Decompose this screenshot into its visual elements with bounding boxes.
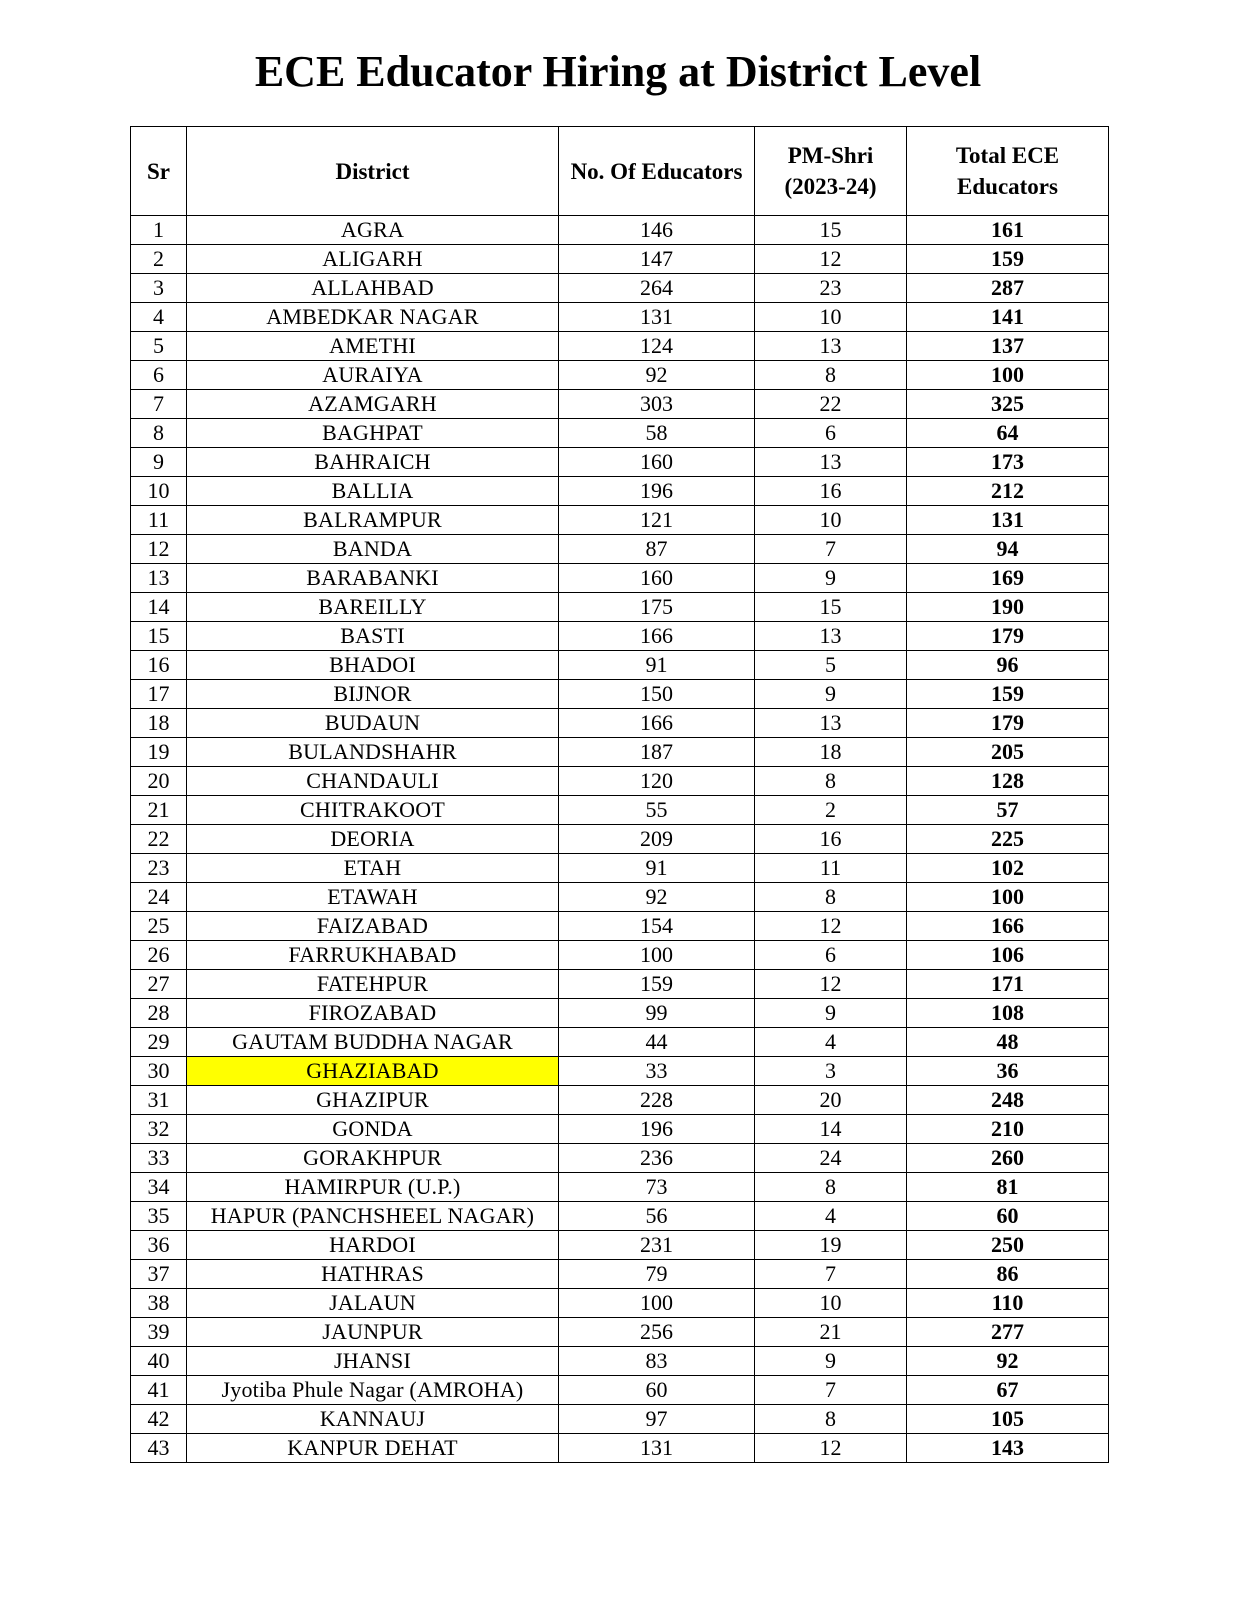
- pm-shri-cell: 15: [755, 593, 907, 622]
- total-cell: 212: [907, 477, 1109, 506]
- pm-shri-cell: 12: [755, 1434, 907, 1463]
- table-row: [131, 1231, 1109, 1260]
- sr-cell: 11: [131, 506, 187, 535]
- district-cell: Jyotiba Phule Nagar (AMROHA): [187, 1376, 559, 1405]
- district-cell: KANPUR DEHAT: [187, 1434, 559, 1463]
- total-cell: 171: [907, 970, 1109, 999]
- total-cell: 210: [907, 1115, 1109, 1144]
- total-cell: 166: [907, 912, 1109, 941]
- total-cell: 205: [907, 738, 1109, 767]
- total-cell: 250: [907, 1231, 1109, 1260]
- total-cell: 94: [907, 535, 1109, 564]
- pm-shri-cell: 10: [755, 303, 907, 332]
- district-cell: BIJNOR: [187, 680, 559, 709]
- sr-cell: 7: [131, 390, 187, 419]
- sr-cell: 22: [131, 825, 187, 854]
- total-cell: 325: [907, 390, 1109, 419]
- pm-shri-cell: 23: [755, 274, 907, 303]
- header-row: [131, 127, 1109, 216]
- table-row: [131, 941, 1109, 970]
- pm-shri-cell: 15: [755, 216, 907, 245]
- district-cell: BANDA: [187, 535, 559, 564]
- sr-cell: 25: [131, 912, 187, 941]
- table-row: [131, 970, 1109, 999]
- sr-cell: 33: [131, 1144, 187, 1173]
- sr-cell: 24: [131, 883, 187, 912]
- educators-cell: 56: [559, 1202, 755, 1231]
- educators-cell: 99: [559, 999, 755, 1028]
- sr-cell: 42: [131, 1405, 187, 1434]
- educators-cell: 131: [559, 1434, 755, 1463]
- educators-cell: 160: [559, 448, 755, 477]
- educators-cell: 131: [559, 303, 755, 332]
- pm-shri-cell: 8: [755, 1173, 907, 1202]
- header-sr: Sr: [131, 127, 187, 216]
- total-cell: 190: [907, 593, 1109, 622]
- sr-cell: 19: [131, 738, 187, 767]
- educators-cell: 83: [559, 1347, 755, 1376]
- sr-cell: 4: [131, 303, 187, 332]
- district-cell: AMETHI: [187, 332, 559, 361]
- pm-shri-cell: 9: [755, 1347, 907, 1376]
- table-row: [131, 1115, 1109, 1144]
- table-row: [131, 1376, 1109, 1405]
- pm-shri-cell: 2: [755, 796, 907, 825]
- pm-shri-cell: 16: [755, 825, 907, 854]
- pm-shri-cell: 13: [755, 709, 907, 738]
- table-row: [131, 912, 1109, 941]
- pm-shri-cell: 10: [755, 1289, 907, 1318]
- district-cell: JALAUN: [187, 1289, 559, 1318]
- educators-cell: 92: [559, 361, 755, 390]
- sr-cell: 36: [131, 1231, 187, 1260]
- sr-cell: 27: [131, 970, 187, 999]
- table-row: [131, 796, 1109, 825]
- district-cell: AMBEDKAR NAGAR: [187, 303, 559, 332]
- district-cell: HAPUR (PANCHSHEEL NAGAR): [187, 1202, 559, 1231]
- total-cell: 100: [907, 883, 1109, 912]
- district-cell: BULANDSHAHR: [187, 738, 559, 767]
- educators-cell: 166: [559, 709, 755, 738]
- educators-cell: 44: [559, 1028, 755, 1057]
- educators-cell: 92: [559, 883, 755, 912]
- pm-shri-cell: 8: [755, 1405, 907, 1434]
- table-row: [131, 448, 1109, 477]
- sr-cell: 6: [131, 361, 187, 390]
- district-cell: ALIGARH: [187, 245, 559, 274]
- table-row: [131, 1086, 1109, 1115]
- sr-cell: 2: [131, 245, 187, 274]
- header-district: District: [187, 127, 559, 216]
- sr-cell: 5: [131, 332, 187, 361]
- table-header: [131, 127, 1109, 216]
- table-row: [131, 825, 1109, 854]
- total-cell: 36: [907, 1057, 1109, 1086]
- total-cell: 287: [907, 274, 1109, 303]
- educators-cell: 175: [559, 593, 755, 622]
- table-row: [131, 1318, 1109, 1347]
- sr-cell: 30: [131, 1057, 187, 1086]
- district-cell: AZAMGARH: [187, 390, 559, 419]
- district-cell: BAHRAICH: [187, 448, 559, 477]
- total-cell: 159: [907, 245, 1109, 274]
- sr-cell: 35: [131, 1202, 187, 1231]
- sr-cell: 39: [131, 1318, 187, 1347]
- table-row: [131, 593, 1109, 622]
- total-cell: 169: [907, 564, 1109, 593]
- pm-shri-cell: 21: [755, 1318, 907, 1347]
- district-cell: GONDA: [187, 1115, 559, 1144]
- sr-cell: 34: [131, 1173, 187, 1202]
- header-educators: No. Of Educators: [559, 127, 755, 216]
- pm-shri-cell: 3: [755, 1057, 907, 1086]
- pm-shri-cell: 7: [755, 1376, 907, 1405]
- pm-shri-cell: 6: [755, 941, 907, 970]
- pm-shri-cell: 18: [755, 738, 907, 767]
- table-row: [131, 1289, 1109, 1318]
- district-cell: GHAZIPUR: [187, 1086, 559, 1115]
- sr-cell: 41: [131, 1376, 187, 1405]
- educators-cell: 196: [559, 477, 755, 506]
- district-cell: BALLIA: [187, 477, 559, 506]
- total-cell: 141: [907, 303, 1109, 332]
- educators-cell: 187: [559, 738, 755, 767]
- district-cell: ALLAHBAD: [187, 274, 559, 303]
- educators-cell: 79: [559, 1260, 755, 1289]
- total-cell: 277: [907, 1318, 1109, 1347]
- table-row: [131, 1202, 1109, 1231]
- educators-cell: 166: [559, 622, 755, 651]
- sr-cell: 3: [131, 274, 187, 303]
- table-body: [131, 216, 1109, 1463]
- table-row: [131, 1057, 1109, 1086]
- table-row: [131, 535, 1109, 564]
- header-pm-shri: [755, 127, 907, 216]
- sr-cell: 13: [131, 564, 187, 593]
- educators-cell: 91: [559, 651, 755, 680]
- table-row: [131, 332, 1109, 361]
- table-row: [131, 274, 1109, 303]
- district-cell: BARABANKI: [187, 564, 559, 593]
- pm-shri-cell: 4: [755, 1202, 907, 1231]
- educators-cell: 100: [559, 1289, 755, 1318]
- table-row: [131, 1347, 1109, 1376]
- educators-cell: 160: [559, 564, 755, 593]
- table-row: [131, 680, 1109, 709]
- total-cell: 173: [907, 448, 1109, 477]
- pm-shri-cell: 4: [755, 1028, 907, 1057]
- sr-cell: 21: [131, 796, 187, 825]
- table-row: [131, 216, 1109, 245]
- pm-shri-cell: 12: [755, 912, 907, 941]
- total-cell: 100: [907, 361, 1109, 390]
- header-total-line1: Total ECE: [955, 143, 1060, 168]
- total-cell: 60: [907, 1202, 1109, 1231]
- sr-cell: 31: [131, 1086, 187, 1115]
- pm-shri-cell: 11: [755, 854, 907, 883]
- educators-cell: 58: [559, 419, 755, 448]
- district-cell: BASTI: [187, 622, 559, 651]
- pm-shri-cell: 19: [755, 1231, 907, 1260]
- pm-shri-cell: 12: [755, 245, 907, 274]
- educators-cell: 150: [559, 680, 755, 709]
- total-cell: 137: [907, 332, 1109, 361]
- educators-cell: 121: [559, 506, 755, 535]
- district-cell: DEORIA: [187, 825, 559, 854]
- header-total-line2: Educators: [957, 174, 1058, 199]
- educators-cell: 256: [559, 1318, 755, 1347]
- total-cell: 105: [907, 1405, 1109, 1434]
- district-cell: KANNAUJ: [187, 1405, 559, 1434]
- educators-cell: 55: [559, 796, 755, 825]
- total-cell: 131: [907, 506, 1109, 535]
- sr-cell: 15: [131, 622, 187, 651]
- total-cell: 48: [907, 1028, 1109, 1057]
- sr-cell: 37: [131, 1260, 187, 1289]
- total-cell: 96: [907, 651, 1109, 680]
- district-cell: FIROZABAD: [187, 999, 559, 1028]
- sr-cell: 29: [131, 1028, 187, 1057]
- district-cell: GHAZIABAD: [187, 1057, 559, 1086]
- pm-shri-cell: 9: [755, 999, 907, 1028]
- district-cell: ETAWAH: [187, 883, 559, 912]
- district-cell: AGRA: [187, 216, 559, 245]
- pm-shri-cell: 10: [755, 506, 907, 535]
- page-title: ECE Educator Hiring at District Level: [254, 47, 982, 96]
- total-cell: 108: [907, 999, 1109, 1028]
- pm-shri-cell: 14: [755, 1115, 907, 1144]
- total-cell: 57: [907, 796, 1109, 825]
- table-row: [131, 1434, 1109, 1463]
- table-row: [131, 303, 1109, 332]
- district-cell: JAUNPUR: [187, 1318, 559, 1347]
- pm-shri-cell: 20: [755, 1086, 907, 1115]
- pm-shri-cell: 12: [755, 970, 907, 999]
- educators-cell: 120: [559, 767, 755, 796]
- table-row: [131, 767, 1109, 796]
- total-cell: 179: [907, 709, 1109, 738]
- table-row: [131, 651, 1109, 680]
- educators-cell: 159: [559, 970, 755, 999]
- pm-shri-cell: 6: [755, 419, 907, 448]
- district-cell: HAMIRPUR (U.P.): [187, 1173, 559, 1202]
- pm-shri-cell: 16: [755, 477, 907, 506]
- sr-cell: 9: [131, 448, 187, 477]
- sr-cell: 23: [131, 854, 187, 883]
- district-cell: CHITRAKOOT: [187, 796, 559, 825]
- educators-cell: 124: [559, 332, 755, 361]
- district-cell: JHANSI: [187, 1347, 559, 1376]
- district-cell: BAGHPAT: [187, 419, 559, 448]
- district-cell: HARDOI: [187, 1231, 559, 1260]
- district-cell: CHANDAULI: [187, 767, 559, 796]
- district-cell: FATEHPUR: [187, 970, 559, 999]
- table-row: [131, 1405, 1109, 1434]
- table-row: [131, 245, 1109, 274]
- educators-cell: 264: [559, 274, 755, 303]
- total-cell: 161: [907, 216, 1109, 245]
- total-cell: 128: [907, 767, 1109, 796]
- table-row: [131, 506, 1109, 535]
- pm-shri-cell: 22: [755, 390, 907, 419]
- total-cell: 64: [907, 419, 1109, 448]
- header-pm-shri-line1: PM-Shri: [787, 143, 874, 168]
- table-row: [131, 883, 1109, 912]
- sr-cell: 40: [131, 1347, 187, 1376]
- pm-shri-cell: 8: [755, 361, 907, 390]
- district-cell: AURAIYA: [187, 361, 559, 390]
- table-row: [131, 477, 1109, 506]
- table-row: [131, 738, 1109, 767]
- pm-shri-cell: 9: [755, 680, 907, 709]
- table-row: [131, 709, 1109, 738]
- sr-cell: 17: [131, 680, 187, 709]
- district-table: [130, 126, 1109, 1463]
- sr-cell: 26: [131, 941, 187, 970]
- table-row: [131, 564, 1109, 593]
- total-cell: 179: [907, 622, 1109, 651]
- table-row: [131, 1173, 1109, 1202]
- educators-cell: 154: [559, 912, 755, 941]
- sr-cell: 14: [131, 593, 187, 622]
- district-cell: ETAH: [187, 854, 559, 883]
- district-cell: FARRUKHABAD: [187, 941, 559, 970]
- district-cell: BAREILLY: [187, 593, 559, 622]
- educators-cell: 147: [559, 245, 755, 274]
- educators-cell: 97: [559, 1405, 755, 1434]
- pm-shri-cell: 7: [755, 1260, 907, 1289]
- sr-cell: 18: [131, 709, 187, 738]
- pm-shri-cell: 9: [755, 564, 907, 593]
- sr-cell: 20: [131, 767, 187, 796]
- sr-cell: 43: [131, 1434, 187, 1463]
- district-cell: BUDAUN: [187, 709, 559, 738]
- district-cell: FAIZABAD: [187, 912, 559, 941]
- district-cell: GAUTAM BUDDHA NAGAR: [187, 1028, 559, 1057]
- sr-cell: 12: [131, 535, 187, 564]
- sr-cell: 38: [131, 1289, 187, 1318]
- educators-cell: 100: [559, 941, 755, 970]
- header-total: [907, 127, 1109, 216]
- table-row: [131, 1028, 1109, 1057]
- table-row: [131, 999, 1109, 1028]
- table-row: [131, 854, 1109, 883]
- district-cell: BALRAMPUR: [187, 506, 559, 535]
- educators-cell: 33: [559, 1057, 755, 1086]
- educators-cell: 303: [559, 390, 755, 419]
- educators-cell: 73: [559, 1173, 755, 1202]
- total-cell: 225: [907, 825, 1109, 854]
- educators-cell: 236: [559, 1144, 755, 1173]
- table-row: [131, 1144, 1109, 1173]
- educators-cell: 91: [559, 854, 755, 883]
- total-cell: 81: [907, 1173, 1109, 1202]
- pm-shri-cell: 13: [755, 448, 907, 477]
- table-row: [131, 361, 1109, 390]
- pm-shri-cell: 5: [755, 651, 907, 680]
- sr-cell: 8: [131, 419, 187, 448]
- total-cell: 102: [907, 854, 1109, 883]
- sr-cell: 32: [131, 1115, 187, 1144]
- educators-cell: 146: [559, 216, 755, 245]
- educators-cell: 87: [559, 535, 755, 564]
- sr-cell: 16: [131, 651, 187, 680]
- pm-shri-cell: 8: [755, 883, 907, 912]
- sr-cell: 1: [131, 216, 187, 245]
- table-row: [131, 390, 1109, 419]
- educators-cell: 231: [559, 1231, 755, 1260]
- table-row: [131, 419, 1109, 448]
- total-cell: 143: [907, 1434, 1109, 1463]
- table-row: [131, 1260, 1109, 1289]
- pm-shri-cell: 24: [755, 1144, 907, 1173]
- total-cell: 159: [907, 680, 1109, 709]
- total-cell: 248: [907, 1086, 1109, 1115]
- district-cell: BHADOI: [187, 651, 559, 680]
- total-cell: 86: [907, 1260, 1109, 1289]
- total-cell: 260: [907, 1144, 1109, 1173]
- pm-shri-cell: 7: [755, 535, 907, 564]
- header-pm-shri-line2: (2023-24): [784, 174, 877, 199]
- district-cell: GORAKHPUR: [187, 1144, 559, 1173]
- sr-cell: 28: [131, 999, 187, 1028]
- district-cell: HATHRAS: [187, 1260, 559, 1289]
- educators-cell: 228: [559, 1086, 755, 1115]
- sr-cell: 10: [131, 477, 187, 506]
- total-cell: 92: [907, 1347, 1109, 1376]
- total-cell: 106: [907, 941, 1109, 970]
- pm-shri-cell: 13: [755, 332, 907, 361]
- educators-cell: 196: [559, 1115, 755, 1144]
- educators-cell: 60: [559, 1376, 755, 1405]
- pm-shri-cell: 13: [755, 622, 907, 651]
- educators-cell: 209: [559, 825, 755, 854]
- table-row: [131, 622, 1109, 651]
- total-cell: 110: [907, 1289, 1109, 1318]
- pm-shri-cell: 8: [755, 767, 907, 796]
- total-cell: 67: [907, 1376, 1109, 1405]
